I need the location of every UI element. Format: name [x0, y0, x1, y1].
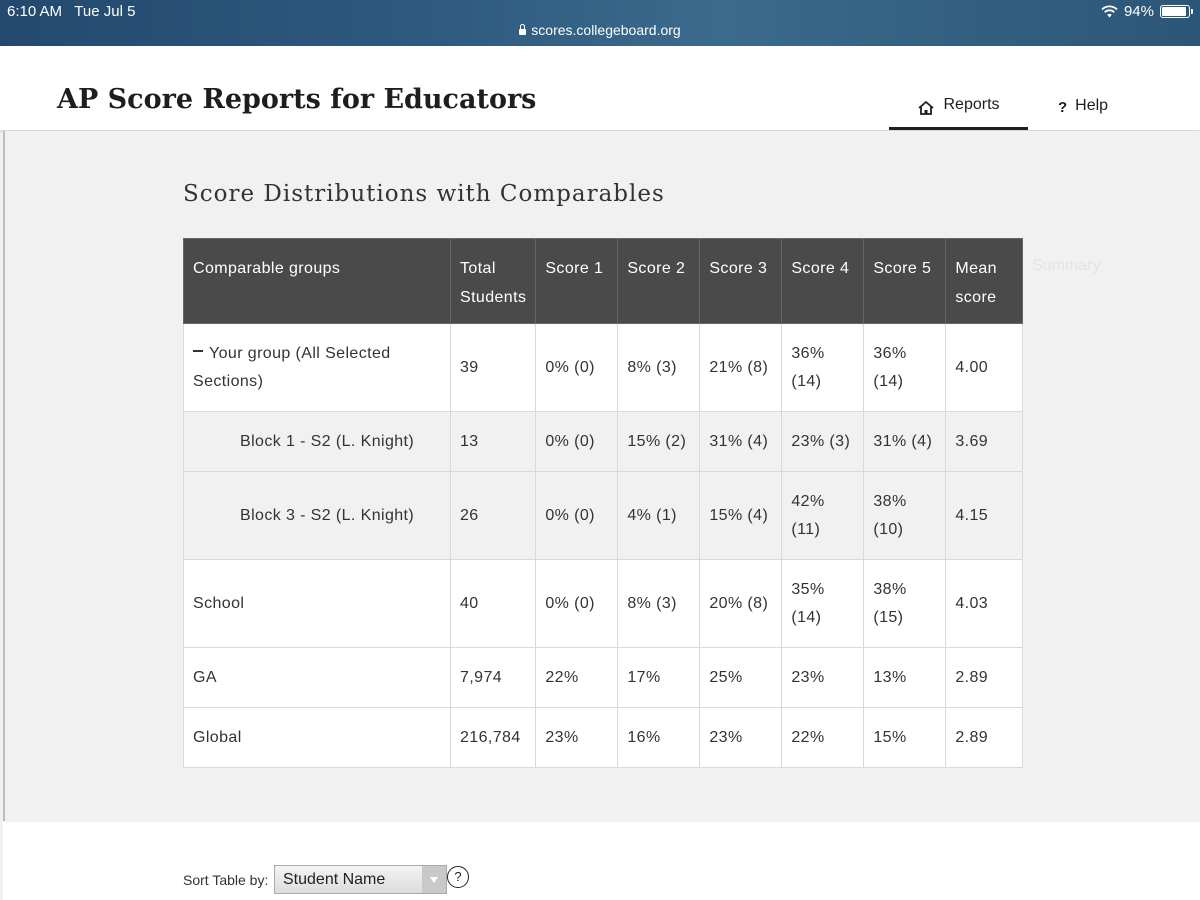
- mean-cell: 2.89: [946, 648, 1023, 708]
- score-cell: 23%: [536, 708, 618, 768]
- col-mean-score: Mean score: [946, 239, 1023, 324]
- nav-help-tab[interactable]: [1058, 96, 1108, 116]
- score-cell: 31% (4): [864, 412, 946, 472]
- score-cell: 16%: [618, 708, 700, 768]
- score-cell: 36% (14): [782, 324, 864, 412]
- score-cell: 0% (0): [536, 560, 618, 648]
- home-icon: [917, 100, 935, 116]
- score-cell: 36% (14): [864, 324, 946, 412]
- sort-label: Sort Table by:: [183, 872, 269, 888]
- table-row: [184, 648, 1023, 708]
- summary-ghost-text: Summary: [1032, 257, 1101, 274]
- col-total-students: Total Students: [451, 239, 536, 324]
- mean-cell: 4.15: [946, 472, 1023, 560]
- help-circle-icon[interactable]: ?: [447, 866, 469, 888]
- group-cell: Global: [184, 708, 451, 768]
- score-cell: 17%: [618, 648, 700, 708]
- score-cell: 22%: [536, 648, 618, 708]
- score-cell: 4% (1): [618, 472, 700, 560]
- group-cell: School: [184, 560, 451, 648]
- battery-icon: [1160, 5, 1190, 18]
- score-cell: 0% (0): [536, 324, 618, 412]
- mean-cell: 3.69: [946, 412, 1023, 472]
- col-score-4: Score 4: [782, 239, 864, 324]
- total-cell: 13: [451, 412, 536, 472]
- score-cell: 15% (2): [618, 412, 700, 472]
- score-cell: 38% (10): [864, 472, 946, 560]
- col-comparable-groups: Comparable groups: [184, 239, 451, 324]
- score-cell: 35% (14): [782, 560, 864, 648]
- mean-cell: 4.00: [946, 324, 1023, 412]
- table-row: [184, 560, 1023, 648]
- score-cell: 8% (3): [618, 560, 700, 648]
- score-cell: 13%: [864, 648, 946, 708]
- chevron-down-icon: [422, 866, 446, 893]
- score-cell: 8% (3): [618, 324, 700, 412]
- group-cell: Block 3 - S2 (L. Knight): [184, 472, 451, 560]
- score-cell: 0% (0): [536, 412, 618, 472]
- mean-cell: 4.03: [946, 560, 1023, 648]
- page-title: AP Score Reports for Educators: [57, 84, 537, 115]
- app-header: [0, 46, 1200, 130]
- score-cell: 23%: [700, 708, 782, 768]
- nav-reports-tab[interactable]: [889, 96, 1028, 130]
- status-time: 6:10 AM Tue Jul 5: [7, 3, 136, 20]
- lock-icon: [519, 29, 526, 35]
- col-score-3: Score 3: [700, 239, 782, 324]
- score-cell: 21% (8): [700, 324, 782, 412]
- score-cell: 15% (4): [700, 472, 782, 560]
- score-distribution-table: [183, 238, 1023, 768]
- table-row: [184, 412, 1023, 472]
- table-header-row: [184, 239, 1023, 324]
- group-cell: Block 1 - S2 (L. Knight): [184, 412, 451, 472]
- score-cell: 23%: [782, 648, 864, 708]
- col-score-2: Score 2: [618, 239, 700, 324]
- score-cell: 0% (0): [536, 472, 618, 560]
- table-row: [184, 708, 1023, 768]
- col-score-5: Score 5: [864, 239, 946, 324]
- col-score-1: Score 1: [536, 239, 618, 324]
- roster-section: [3, 822, 1200, 900]
- sort-select[interactable]: [274, 865, 447, 894]
- nav-help-label: Help: [1075, 97, 1109, 114]
- score-cell: 23% (3): [782, 412, 864, 472]
- total-cell: 40: [451, 560, 536, 648]
- battery-percent: 94%: [1123, 3, 1154, 20]
- score-cell: 25%: [700, 648, 782, 708]
- group-cell: GA: [184, 648, 451, 708]
- group-cell[interactable]: Your group (All Selected Sections): [184, 324, 451, 412]
- score-cell: 31% (4): [700, 412, 782, 472]
- score-cell: 42% (11): [782, 472, 864, 560]
- wifi-icon: [1101, 5, 1118, 18]
- address-bar[interactable]: scores.collegeboard.org: [0, 22, 1200, 38]
- score-cell: 22%: [782, 708, 864, 768]
- total-cell: 7,974: [451, 648, 536, 708]
- score-cell: 20% (8): [700, 560, 782, 648]
- question-icon: ?: [1058, 99, 1068, 116]
- table-row: [184, 324, 1023, 412]
- sort-selected-value: Student Name: [283, 871, 386, 888]
- collapse-icon[interactable]: [193, 350, 203, 352]
- total-cell: 216,784: [451, 708, 536, 768]
- total-cell: 39: [451, 324, 536, 412]
- nav-reports-label: Reports: [943, 96, 1000, 113]
- mean-cell: 2.89: [946, 708, 1023, 768]
- status-bar: [0, 0, 1200, 46]
- total-cell: 26: [451, 472, 536, 560]
- status-right: [1101, 3, 1190, 20]
- score-cell: 38% (15): [864, 560, 946, 648]
- section-title: Score Distributions with Comparables: [183, 181, 665, 207]
- table-row: [184, 472, 1023, 560]
- score-cell: 15%: [864, 708, 946, 768]
